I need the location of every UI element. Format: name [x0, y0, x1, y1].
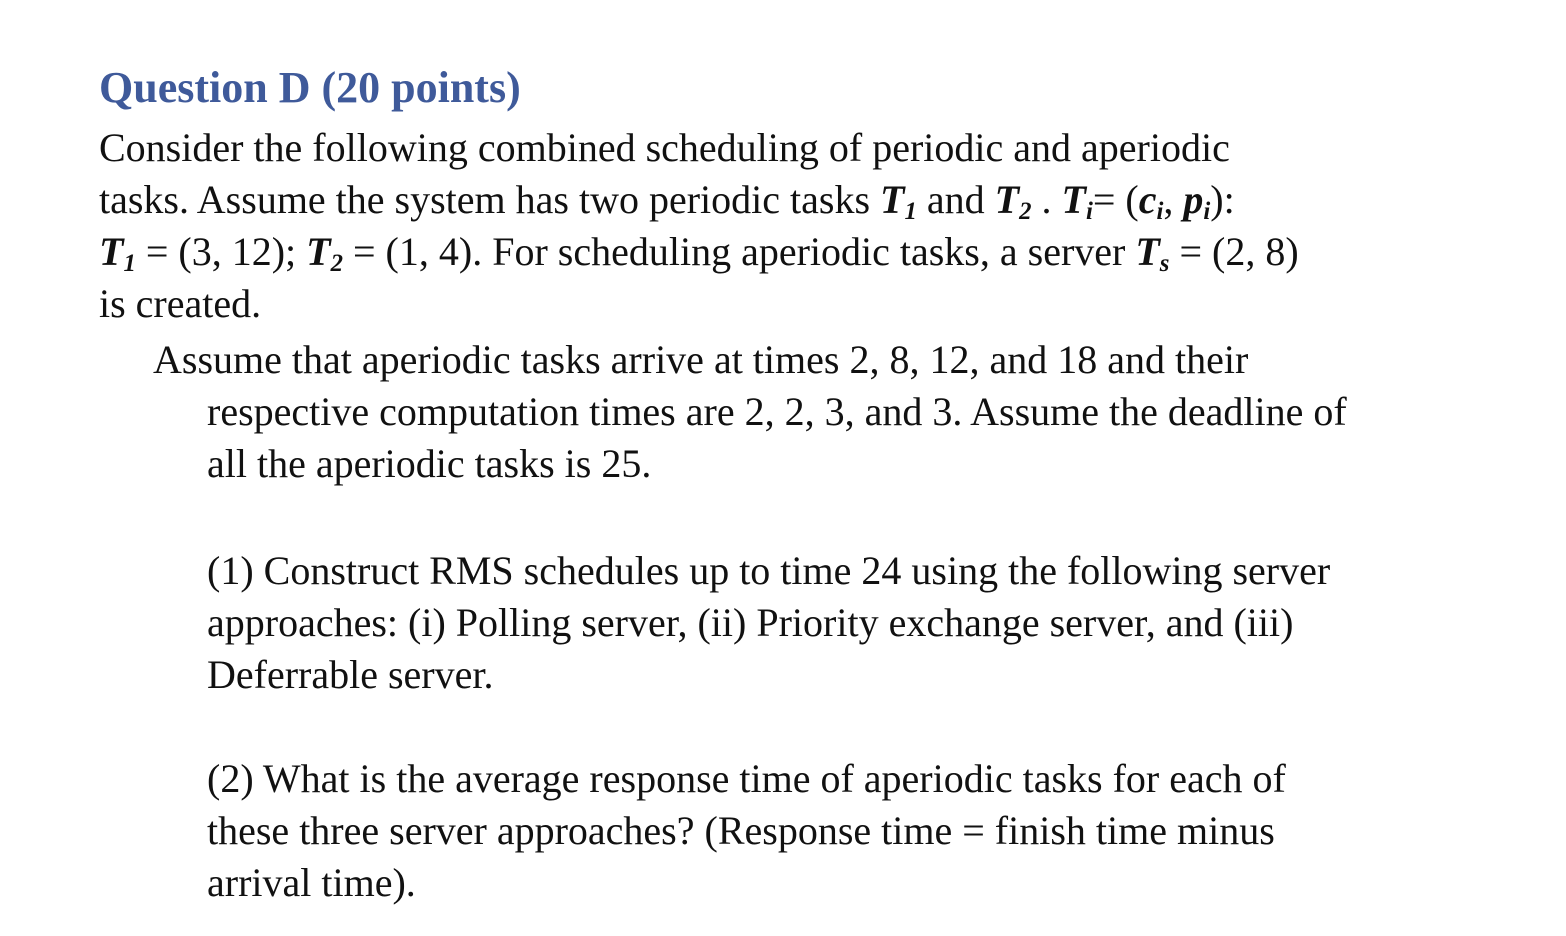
text: tasks. Assume the system has two periodic tasks	[99, 177, 881, 222]
text: ):	[1210, 177, 1235, 222]
part1-line-3: Deferrable server.	[207, 652, 494, 697]
math-T2: $T_2$	[994, 177, 1032, 226]
part1-line-1: (1) Construct RMS schedules up to time 24 using the following server	[207, 548, 1331, 593]
question-title: Question D (20 points)	[99, 63, 521, 112]
intro-line-1: Consider the following combined scheduling of periodic and aperiodic	[99, 125, 1230, 170]
intro-line-3	[99, 226, 1299, 278]
text: = (1, 4). For scheduling aperiodic tasks, a server	[353, 229, 1136, 274]
text: = (3, 12);	[145, 229, 307, 274]
intro-line-2	[99, 174, 1235, 226]
intro-line-4: is created.	[99, 281, 262, 326]
text: = (	[1092, 177, 1139, 222]
part1-line-2: approaches: (i) Polling server, (ii) Priority exchange server, and (iii)	[207, 600, 1294, 645]
math-T2: $T_2$	[306, 229, 343, 278]
part2-line-3: arrival time).	[207, 860, 416, 905]
math-Ti: $T_i$	[1061, 177, 1093, 226]
part2-line-2: these three server approaches? (Response time = finish time minus	[207, 808, 1275, 853]
math-T1: $T_1$	[99, 229, 136, 278]
assume-line-2: respective computation times are 2, 2, 3, and 3. Assume the deadline of	[207, 389, 1347, 434]
math-ci: $c_i$	[1138, 177, 1164, 226]
text: ,	[1163, 177, 1184, 222]
assume-line-1: Assume that aperiodic tasks arrive at times 2, 8, 12, and 18 and their	[153, 337, 1249, 382]
math-Ts: $T_s$	[1135, 229, 1170, 278]
assume-line-3: all the aperiodic tasks is 25.	[207, 441, 652, 486]
text: and	[916, 177, 995, 222]
text: = (2, 8)	[1179, 229, 1299, 274]
text: .	[1031, 177, 1062, 222]
part2-line-1: (2) What is the average response time of aperiodic tasks for each of	[207, 756, 1286, 801]
math-pi: $p_i$	[1183, 177, 1211, 226]
math-T1: $T_1$	[880, 177, 917, 226]
